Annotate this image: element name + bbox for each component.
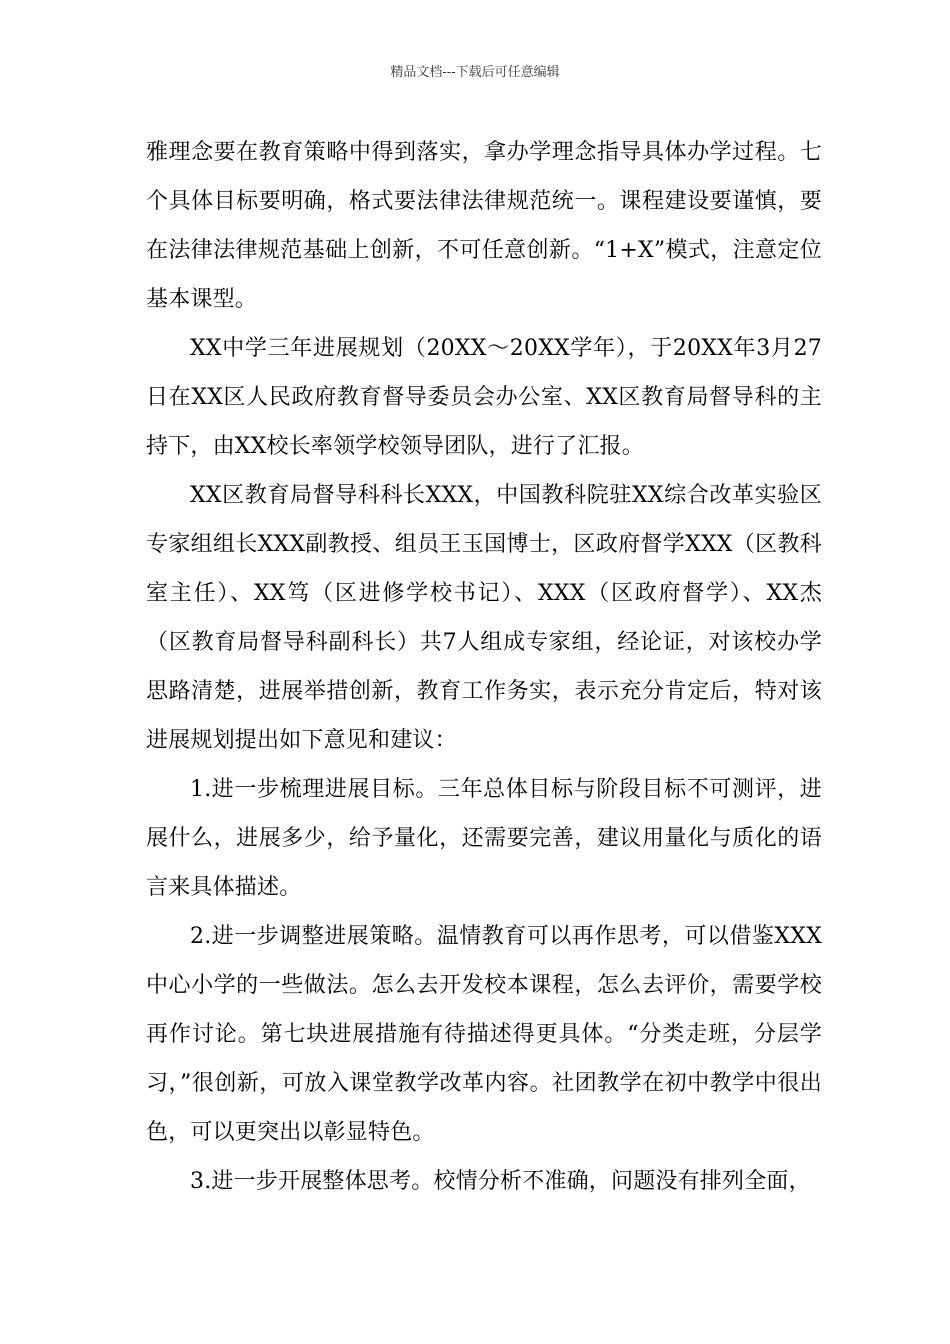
paragraph-4: 1.进一步梳理进展目标。三年总体目标与阶段目标不可测评，进展什么，进展多少，给予量化，还需要完善，建议用量化与质化的语言来具体描述。	[146, 777, 822, 900]
paragraph-3: XX区教育局督导科科长XXX，中国教科院驻XX综合改革实验区专家组组长XXX副教授、组员王玉国博士，区政府督学XXX（区教科室主任）、XX笃（区进修学校书记）、XXX（区政府督学）、XX杰（区教育局督导科副科长）共7人组成专家组，经论证，对该校办学思路清楚，进展举措创新，教育工作务实，表示充分肯定后，特对该进展规划提出如下意见和建议：	[146, 483, 822, 753]
paragraph-1: 雅理念要在教育策略中得到落实，拿办学理念指导具体办学过程。七个具体目标要明确，格式要法律法律规范统一。课程建设要谨慎，要在法律法律规范基础上创新，不可任意创新。“1+X”模式，注意定位基本课型。	[146, 140, 822, 312]
document-body	[146, 128, 822, 1206]
paragraph-5: 2.进一步调整进展策略。温情教育可以再作思考，可以借鉴XXX中心小学的一些做法。怎么去开发校本课程，怎么去评价，需要学校再作讨论。第七块进展措施有待描述得更具体。“分类走班，分层学习，”很创新，可放入课堂教学改革内容。社团教学在初中教学中很出色，可以更突出以彰显特色。	[146, 924, 822, 1145]
page-header: 精品文档---下载后可任意编辑	[390, 65, 560, 80]
paragraph-6: 3.进一步开展整体思考。校情分析不准确，问题没有排列全面，	[190, 1169, 811, 1194]
paragraph-2: XX中学三年进展规划（20XX～20XX学年），于20XX年3月27日在XX区人民政府教育督导委员会办公室、XX区教育局督导科的主持下，由XX校长率领学校领导团队，进行了汇报。	[146, 336, 822, 459]
